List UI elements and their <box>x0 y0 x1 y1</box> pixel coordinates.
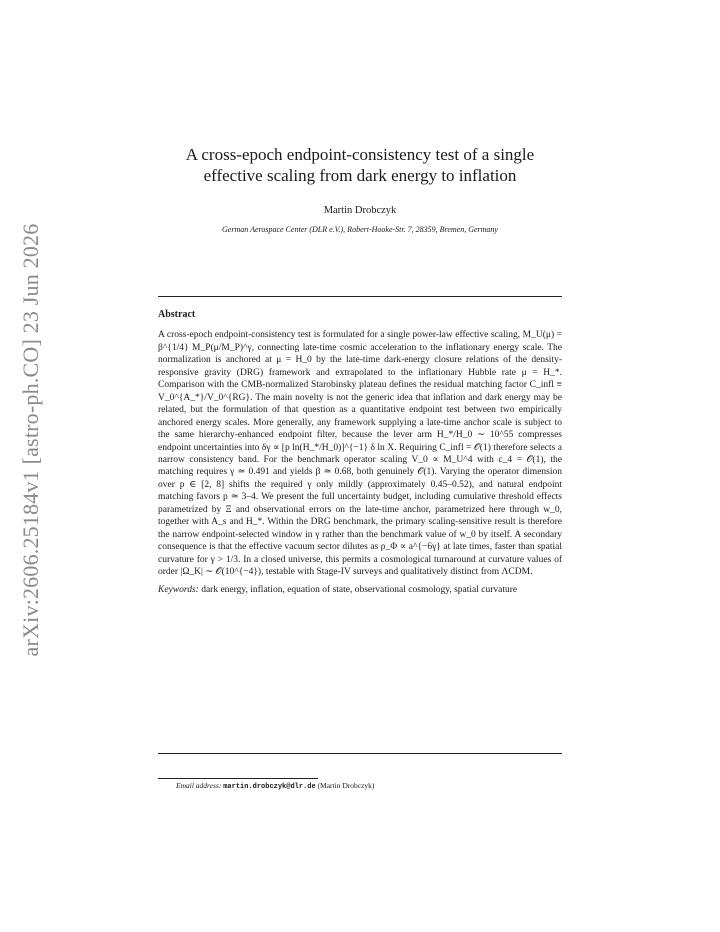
abstract-body: A cross-epoch endpoint-consistency test is formulated for a single power-law effective scaling, M_U(μ) = β^{1/4} M_P(μ/M_P)^γ, connecting late-time cosmic acceleration to the inflationary energy scale. The normalization is anchored at μ = H_0 by the late-time dark-energy closure relations of the density-responsive gravity (DRG) framework and extrapolated to the inflationary Hubble rate μ = H_*. Comparison with the CMB-normalized Starobinsky plateau defines the residual matching factor C_infl ≡ V_0^{A_*}/V_0^{RG}. The main novelty is not the generic idea that inflation and dark energy may be related, but the formulation of that question as a quantitative endpoint test between two empirically anchored energy scales. More generally, any framework supplying a late-time anchor scale is subject to the same hierarchy-enhanced endpoint filter, because the lever arm H_*/H_0 ∼ 10^55 compresses endpoint uncertainties into δγ ∝ [p ln(H_*/H_0)]^{−1} δ ln X. Requiring C_infl = 𝒪(1) therefore selects a narrow consistency band. For the benchmark operator scaling V_0 ∝ M_U^4 with c_4 = 𝒪(1), the matching requires γ ≃ 0.491 and yields β ≃ 0.68, both genuinely 𝒪(1). Varying the operator dimension over p ∈ [2, 8] shifts the required γ only mildly (approximately 0.45–0.52), and natural endpoint matching favors p ≃ 3–4. We present the full uncertainty budget, including cumulative threshold effects parametrized by Ξ and observational errors on the late-time anchor, parametrized here through w_0, together with A_s and H_*. Within the DRG benchmark, the primary scaling-sensitive result is therefore the narrow endpoint-selected window in γ rather than the benchmark value of w_0 by itself. A secondary consequence is that the effective vacuum sector dilutes as ρ_Φ ∝ a^{−6γ} at late times, faster than spatial curvature for γ > 1/3. In a closed universe, this permits a cosmological turnaround at curvature values of order |Ω_K| ∼ 𝒪(10^{−4}), testable with Stage-IV surveys and qualitatively distinct from ΛCDM. <box>158 330 562 578</box>
abstract-heading: Abstract <box>158 309 196 320</box>
abstract-top-rule <box>158 296 562 297</box>
email-address[interactable]: martin.drobczyk@dlr.de <box>223 783 316 791</box>
title-line-2: effective scaling from dark energy to inflation <box>203 166 517 185</box>
abstract-bottom-rule <box>158 753 562 754</box>
keywords <box>158 584 562 596</box>
abstract-section <box>158 309 562 596</box>
title-line-1: A cross-epoch endpoint-consistency test of a single <box>185 145 535 164</box>
keywords-label: Keywords: <box>158 584 199 595</box>
author-affiliation: German Aerospace Center (DLR e.V.), Robert-Hooke-Str. 7, 28359, Bremen, Germany <box>222 225 498 234</box>
email-label: Email address: <box>176 781 222 790</box>
arxiv-identifier <box>16 223 46 656</box>
paper-title <box>158 144 562 186</box>
keywords-text: dark energy, inflation, equation of state, observational cosmology, spatial curvature <box>201 584 518 595</box>
arxiv-identifier-text: arXiv:2606.25184v1 [astro-ph.CO] 23 Jun 2026 <box>18 223 43 656</box>
author-name: Martin Drobczyk <box>323 205 397 216</box>
footnote-rule <box>158 778 318 779</box>
email-footnote <box>176 781 374 791</box>
email-name: (Martin Drobczyk) <box>317 781 375 790</box>
